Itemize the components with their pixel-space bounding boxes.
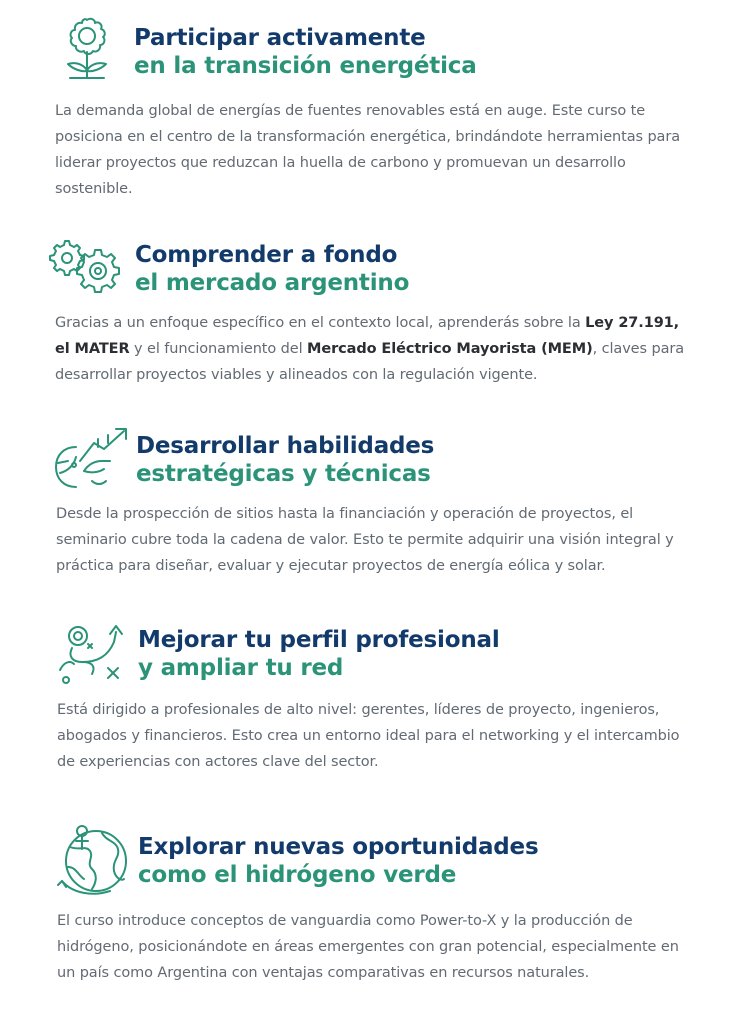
title-line-2: estratégicas y técnicas [136,461,431,487]
title-line-1: Participar activamente [134,25,426,51]
growth-hand-icon [54,425,130,493]
title-line-1: Mejorar tu perfil profesional [138,627,500,653]
description-text: Gracias a un enfoque específico en el contexto local, aprenderás sobre la [55,315,586,331]
market-reference: Mercado Eléctrico Mayorista (MEM) [307,341,593,357]
gears-icon [49,238,125,294]
section-title [138,833,538,889]
title-line-2: y ampliar tu red [138,655,344,681]
benefit-section-2 [0,230,750,400]
benefit-section-3 [0,420,750,590]
benefit-section-5 [0,815,750,1025]
globe-explorer-icon [56,821,132,899]
section-title [138,626,500,682]
section-description: Desde la prospección de sitios hasta la financiación y operación de proyectos, el seminario cubre toda la cadena de valor. Esto te permite adquirir una visión integral y práctica para diseñar, evaluar y ejecutar proyectos de energía eólica y solar. [56,506,674,574]
section-description: El curso introduce conceptos de vanguardia como Power-to-X y la producción de hidrógeno, posicionándote en áreas emergentes con gran potencial, especialmente en un país como Argentina con ventajas comparativas en recursos naturales. [57,913,679,981]
section-description: Está dirigido a profesionales de alto nivel: gerentes, líderes de proyecto, ingenieros, abogados y financieros. Esto crea un entorno ideal para el networking y el intercambio de experiencias con actores clave del sector. [57,702,680,770]
flower-icon [60,16,114,82]
strategy-path-icon [58,622,130,686]
title-line-1: Comprender a fondo [135,242,398,268]
benefit-section-1 [0,0,750,210]
section-title [136,432,434,488]
title-line-1: Explorar nuevas oportunidades [138,834,539,860]
section-description [55,310,695,388]
title-line-2: como el hidrógeno verde [138,862,457,888]
section-description: La demanda global de energías de fuentes renovables está en auge. Este curso te posiciona en el centro de la transformación energética, brindándote herramientas para liderar proyectos que reduzcan la huella de carbono y promuevan un desarrollo sostenible. [55,103,680,197]
description-text: y el funcionamiento del [129,341,308,357]
title-line-1: Desarrollar habilidades [136,433,435,459]
title-line-2: el mercado argentino [135,270,410,296]
benefit-section-4 [0,615,750,795]
section-title [135,241,409,297]
section-title [134,24,477,80]
law-reference: Ley 27.191, el MATER [55,315,680,357]
description-text: , claves para desarrollar proyectos viables y alineados con la regulación vigente. [55,341,685,383]
title-line-2: en la transición energética [134,53,477,79]
